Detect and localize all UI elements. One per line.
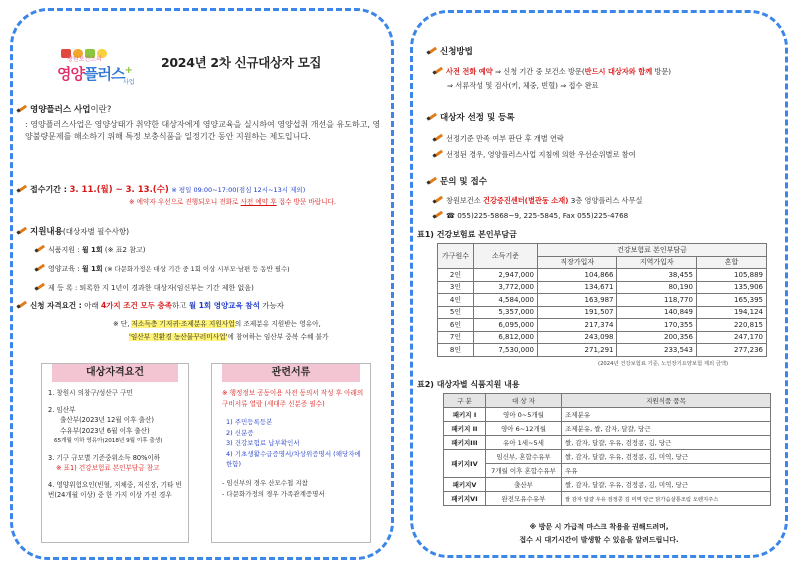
period-dates: 3. 11.(월) ~ 3. 13.(수) <box>69 185 169 195</box>
table-cell: 패키지 I <box>444 408 486 422</box>
condition-notes: ※ 단, 저소득층 기저귀·조제분유 지원사업의 조제분유 지원받는 영유아, '임산부 친환경 농산물꾸러미사업'에 참여하는 임산부 중복 수혜 불가 <box>113 320 329 341</box>
table-cell: 패키지 II <box>444 422 486 436</box>
select-heading: 대상자 선정 및 등록 <box>427 111 515 123</box>
support-list <box>35 243 387 293</box>
table-cell: 118,770 <box>617 294 696 307</box>
documents-list <box>212 409 370 470</box>
table-cell: 163,987 <box>538 294 617 307</box>
table-cell: 패키지V <box>444 478 486 492</box>
table-cell: 패키지III <box>444 436 486 450</box>
pencil-icon <box>433 148 443 158</box>
table-cell: 4,584,000 <box>474 294 538 307</box>
th-group: 건강보험료 본인부담금 <box>538 244 767 257</box>
footer-line: ※ 방문 시 가급적 마스크 착용을 권해드려며, <box>529 523 669 531</box>
eligibility-item: 65개월 이하 영유아(2018년 9월 이후 출생) <box>54 438 163 444</box>
table-cell: 2,947,000 <box>474 269 538 282</box>
table1-title: 표1) 건강보험료 본인부담금 <box>417 230 517 239</box>
table-cell: 쌀, 감자, 달걀, 우유, 검정콩, 김, 당근 <box>562 436 771 450</box>
table-row <box>444 478 771 492</box>
support-item: 영양교육 : 월 1회 (※ 다문화가정은 대상 기간 중 1회 이상 시부모·남편 등 동반 필수) <box>35 262 387 274</box>
table-cell: 165,395 <box>696 294 766 307</box>
table-cell: 243,098 <box>538 331 617 344</box>
table-cell: 쌀, 감자, 달걀, 우유, 검정콩, 김, 미역, 당근 <box>562 478 771 492</box>
table-cell: 임신부, 혼합수유부 <box>486 450 562 464</box>
table-cell: 277,236 <box>696 344 766 357</box>
intro-body: : 영양플러스사업은 영양상태가 취약한 대상자에게 영양교육을 실시하여 영양섭취 개선을 유도하고, 영양불량문제를 해소하기 위해 특정 보충식품을 일정기간 동안 지원하는 제도입니다. <box>25 120 381 141</box>
table1-note: (2024년 건강보험료 기준, 노인장기요양보험 제외 금액) <box>598 361 729 367</box>
table-row <box>444 436 771 450</box>
contact-body: 창원보건소 건강증진센터(별관동 소재) 3층 영양플러스 사무실 ☎ 055)225-5868~9, 225-5845, Fax 055)225-4768 <box>433 193 783 223</box>
table-row <box>438 306 767 319</box>
left-panel <box>10 8 394 560</box>
pencil-icon <box>427 175 437 185</box>
contact-heading: 문의 및 접수 <box>427 175 487 187</box>
logo-sub: 사업 <box>123 79 135 86</box>
table-cell: 191,507 <box>538 306 617 319</box>
document-extra-item: - 임신부의 경우 산모수첩 지참 <box>222 478 308 487</box>
eligibility-item: 1. 창원시 의창구/성산구 구민 <box>48 389 133 397</box>
document-item: 3) 건강보험료 납부확인서 <box>226 439 300 447</box>
table-cell: 7,530,000 <box>474 344 538 357</box>
pencil-icon <box>433 209 443 219</box>
table-cell: 7개월 이후 혼합수유부 <box>486 464 562 478</box>
table-row <box>438 344 767 357</box>
table-row <box>438 269 767 282</box>
th-col: 대 상 자 <box>486 394 562 408</box>
pencil-icon <box>35 262 45 272</box>
table-cell: 영아 0~5개월 <box>486 408 562 422</box>
footer-notice <box>413 521 785 547</box>
table-cell: 7인 <box>438 331 474 344</box>
table-cell: 105,889 <box>696 269 766 282</box>
page-title: 2024년 2차 신규대상자 모집 <box>161 55 322 70</box>
intro-heading: 영양플러스 사업이란? <box>17 103 111 115</box>
documents-extra <box>212 470 370 500</box>
footer-line: 접수 시 대기시간이 발생할 수 있음을 알려드립니다. <box>519 536 679 544</box>
table-cell: 완전모유수유부 <box>486 492 562 506</box>
table-cell: 조제분유, 쌀, 감자, 달걀, 당근 <box>562 422 771 436</box>
table-cell: 38,455 <box>617 269 696 282</box>
eligibility-box <box>41 363 189 543</box>
eligibility-list <box>42 382 188 501</box>
table-cell: 5인 <box>438 306 474 319</box>
documents-box <box>211 363 371 543</box>
documents-header: 관련서류 <box>222 364 360 382</box>
th-col: 구 분 <box>444 394 486 408</box>
pencil-icon <box>427 111 437 121</box>
eligibility-item: ※ 표1) 건강보험료 본인부담금 참고 <box>56 464 160 472</box>
food-table <box>443 393 771 506</box>
table-cell: 170,355 <box>617 319 696 332</box>
table-row <box>444 464 771 478</box>
eligibility-item: 3. 기구 규모별 기준중위소득 80%이하 <box>48 453 161 462</box>
table-cell: 233,543 <box>617 344 696 357</box>
table-row <box>444 450 771 464</box>
th-col: 지역가입자 <box>617 256 696 269</box>
logo-shapes <box>61 43 109 53</box>
table-row <box>444 422 771 436</box>
document-item: 2) 신분증 <box>226 428 254 437</box>
th-col: 혼합 <box>696 256 766 269</box>
condition-section: 신청 자격요건 : 아래 4가지 조건 모두 충족하고 월 1회 영양교육 참석 가능자 <box>17 299 393 312</box>
apply-heading: 신청방법 <box>427 45 473 57</box>
table-row <box>444 492 771 506</box>
logo-line1: 창원보건소의 <box>67 56 102 63</box>
right-panel <box>410 10 788 558</box>
pencil-icon <box>427 45 437 55</box>
select-body: 선정기준 만족 여부 판단 후 개별 연락 선정된 경우, 영양플러스사업 지침에 의한 우선순위별로 참여 <box>433 131 783 163</box>
table-cell: 영아 6~12개월 <box>486 422 562 436</box>
period-note: ※ 예약자 우선으로 진행되오니 전화로 사전 예약 후 접수 방문 바랍니다. <box>129 198 336 206</box>
table-cell: 80,190 <box>617 281 696 294</box>
support-item: 식품지원 : 월 1회 (※ 표2 참고) <box>35 243 387 255</box>
support-item: 제 등 록 : 퇴록한 지 1년이 경과한 대상자(임신부는 기간 제한 없음) <box>35 281 387 293</box>
pencil-icon <box>17 183 27 193</box>
table-cell: 6인 <box>438 319 474 332</box>
th-size: 가구원수 <box>438 244 474 269</box>
table-row <box>438 319 767 332</box>
eligibility-header: 대상자격요건 <box>52 364 178 382</box>
period-section: 접수기간 : 3. 11.(월) ~ 3. 13.(수) ※ 평일 09:00~17:00(점심 12시~13시 제외) ※ 예약자 우선으로 진행되오니 전화로 사전 예약 후 접수 방문 바랍니다. <box>17 183 393 208</box>
table-cell: 유아 1세~5세 <box>486 436 562 450</box>
table2-title: 표2) 대상자별 식품지원 내용 <box>417 380 520 389</box>
table-cell: 200,356 <box>617 331 696 344</box>
eligibility-item: 수유부(2023년 6월 이후 출산) <box>60 426 150 435</box>
table-cell: 3,772,000 <box>474 281 538 294</box>
table-cell: 104,866 <box>538 269 617 282</box>
table-cell: 6,095,000 <box>474 319 538 332</box>
table-cell: 271,291 <box>538 344 617 357</box>
income-table <box>437 243 767 357</box>
table-cell: 3인 <box>438 281 474 294</box>
table-cell: 패키지IV <box>444 450 486 478</box>
table-cell: 140,849 <box>617 306 696 319</box>
table-cell: 출산부 <box>486 478 562 492</box>
th-col: 직장가입자 <box>538 256 617 269</box>
pencil-icon <box>35 243 45 253</box>
document-extra-item: - 다문화가정의 경우 가족관계증명서 <box>222 489 325 498</box>
table-cell: 2인 <box>438 269 474 282</box>
table-cell: 135,906 <box>696 281 766 294</box>
support-heading: 지원내용(대상자별 필수사항) <box>17 225 129 237</box>
pencil-icon <box>17 299 27 309</box>
pencil-icon <box>17 225 27 235</box>
table-cell: 220,815 <box>696 319 766 332</box>
th-income: 소득기준 <box>474 244 538 269</box>
documents-notice: ※ 행정정보 공동이용 사전 동의서 작성 후 아래의 구비서류 열람 (세대주 신분증 필수) <box>222 389 364 408</box>
table-row <box>438 331 767 344</box>
logo-word-b: 플러스 <box>83 65 125 83</box>
period-hours: ※ 평일 09:00~17:00(점심 12시~13시 제외) <box>171 186 306 194</box>
table-cell: 6,812,000 <box>474 331 538 344</box>
table-row <box>438 294 767 307</box>
table-cell: 194,124 <box>696 306 766 319</box>
program-logo <box>45 39 157 97</box>
th-col: 지원식품 품목 <box>562 394 771 408</box>
table-cell: 8인 <box>438 344 474 357</box>
table-cell: 4인 <box>438 294 474 307</box>
table-cell: 쌀 감자 달걀 우유 검정콩 김 미역 당근 닭가슴살통조림 오렌지주스 <box>562 492 771 506</box>
pencil-icon <box>433 194 443 204</box>
pencil-icon <box>35 281 45 291</box>
document-item: 4) 기초생활수급증명서/차상위증명서 (해당자에 한함) <box>226 449 361 468</box>
table-cell: 247,170 <box>696 331 766 344</box>
eligibility-item: 2. 임산부 <box>48 405 76 414</box>
table-cell: 134,671 <box>538 281 617 294</box>
pencil-icon <box>433 132 443 142</box>
eligibility-item: 출산부(2023년 12월 이후 출산) <box>60 416 154 424</box>
table-cell: 쌀, 감자, 달걀, 우유, 검정콩, 김, 미역, 당근 <box>562 450 771 464</box>
eligibility-item: 4. 영양위험요인(빈혈, 저체중, 저신장, 기타 빈번(24개월 이상) 중 한 가지 이상 가진 경우 <box>48 480 182 499</box>
document-item: 1) 주민등록등본 <box>226 418 273 426</box>
table-cell: 217,374 <box>538 319 617 332</box>
table-cell: 5,357,000 <box>474 306 538 319</box>
logo-word-a: 영양 <box>57 65 84 83</box>
table-cell: 우유 <box>562 464 771 478</box>
table-row <box>444 408 771 422</box>
logo-line2: 영양플러스+ <box>57 65 132 83</box>
table-cell: 패키지VI <box>444 492 486 506</box>
pencil-icon <box>433 65 443 75</box>
table-cell: 조제분유 <box>562 408 771 422</box>
table-row <box>438 281 767 294</box>
pencil-icon <box>17 103 27 113</box>
apply-body: 사전 전화 예약 ⇒ 신청 기간 중 보건소 방문(반드시 대상자와 함께 방문) ⇒ 서류작성 및 검사(키, 체중, 빈혈) ⇒ 접수 완료 <box>433 65 783 93</box>
